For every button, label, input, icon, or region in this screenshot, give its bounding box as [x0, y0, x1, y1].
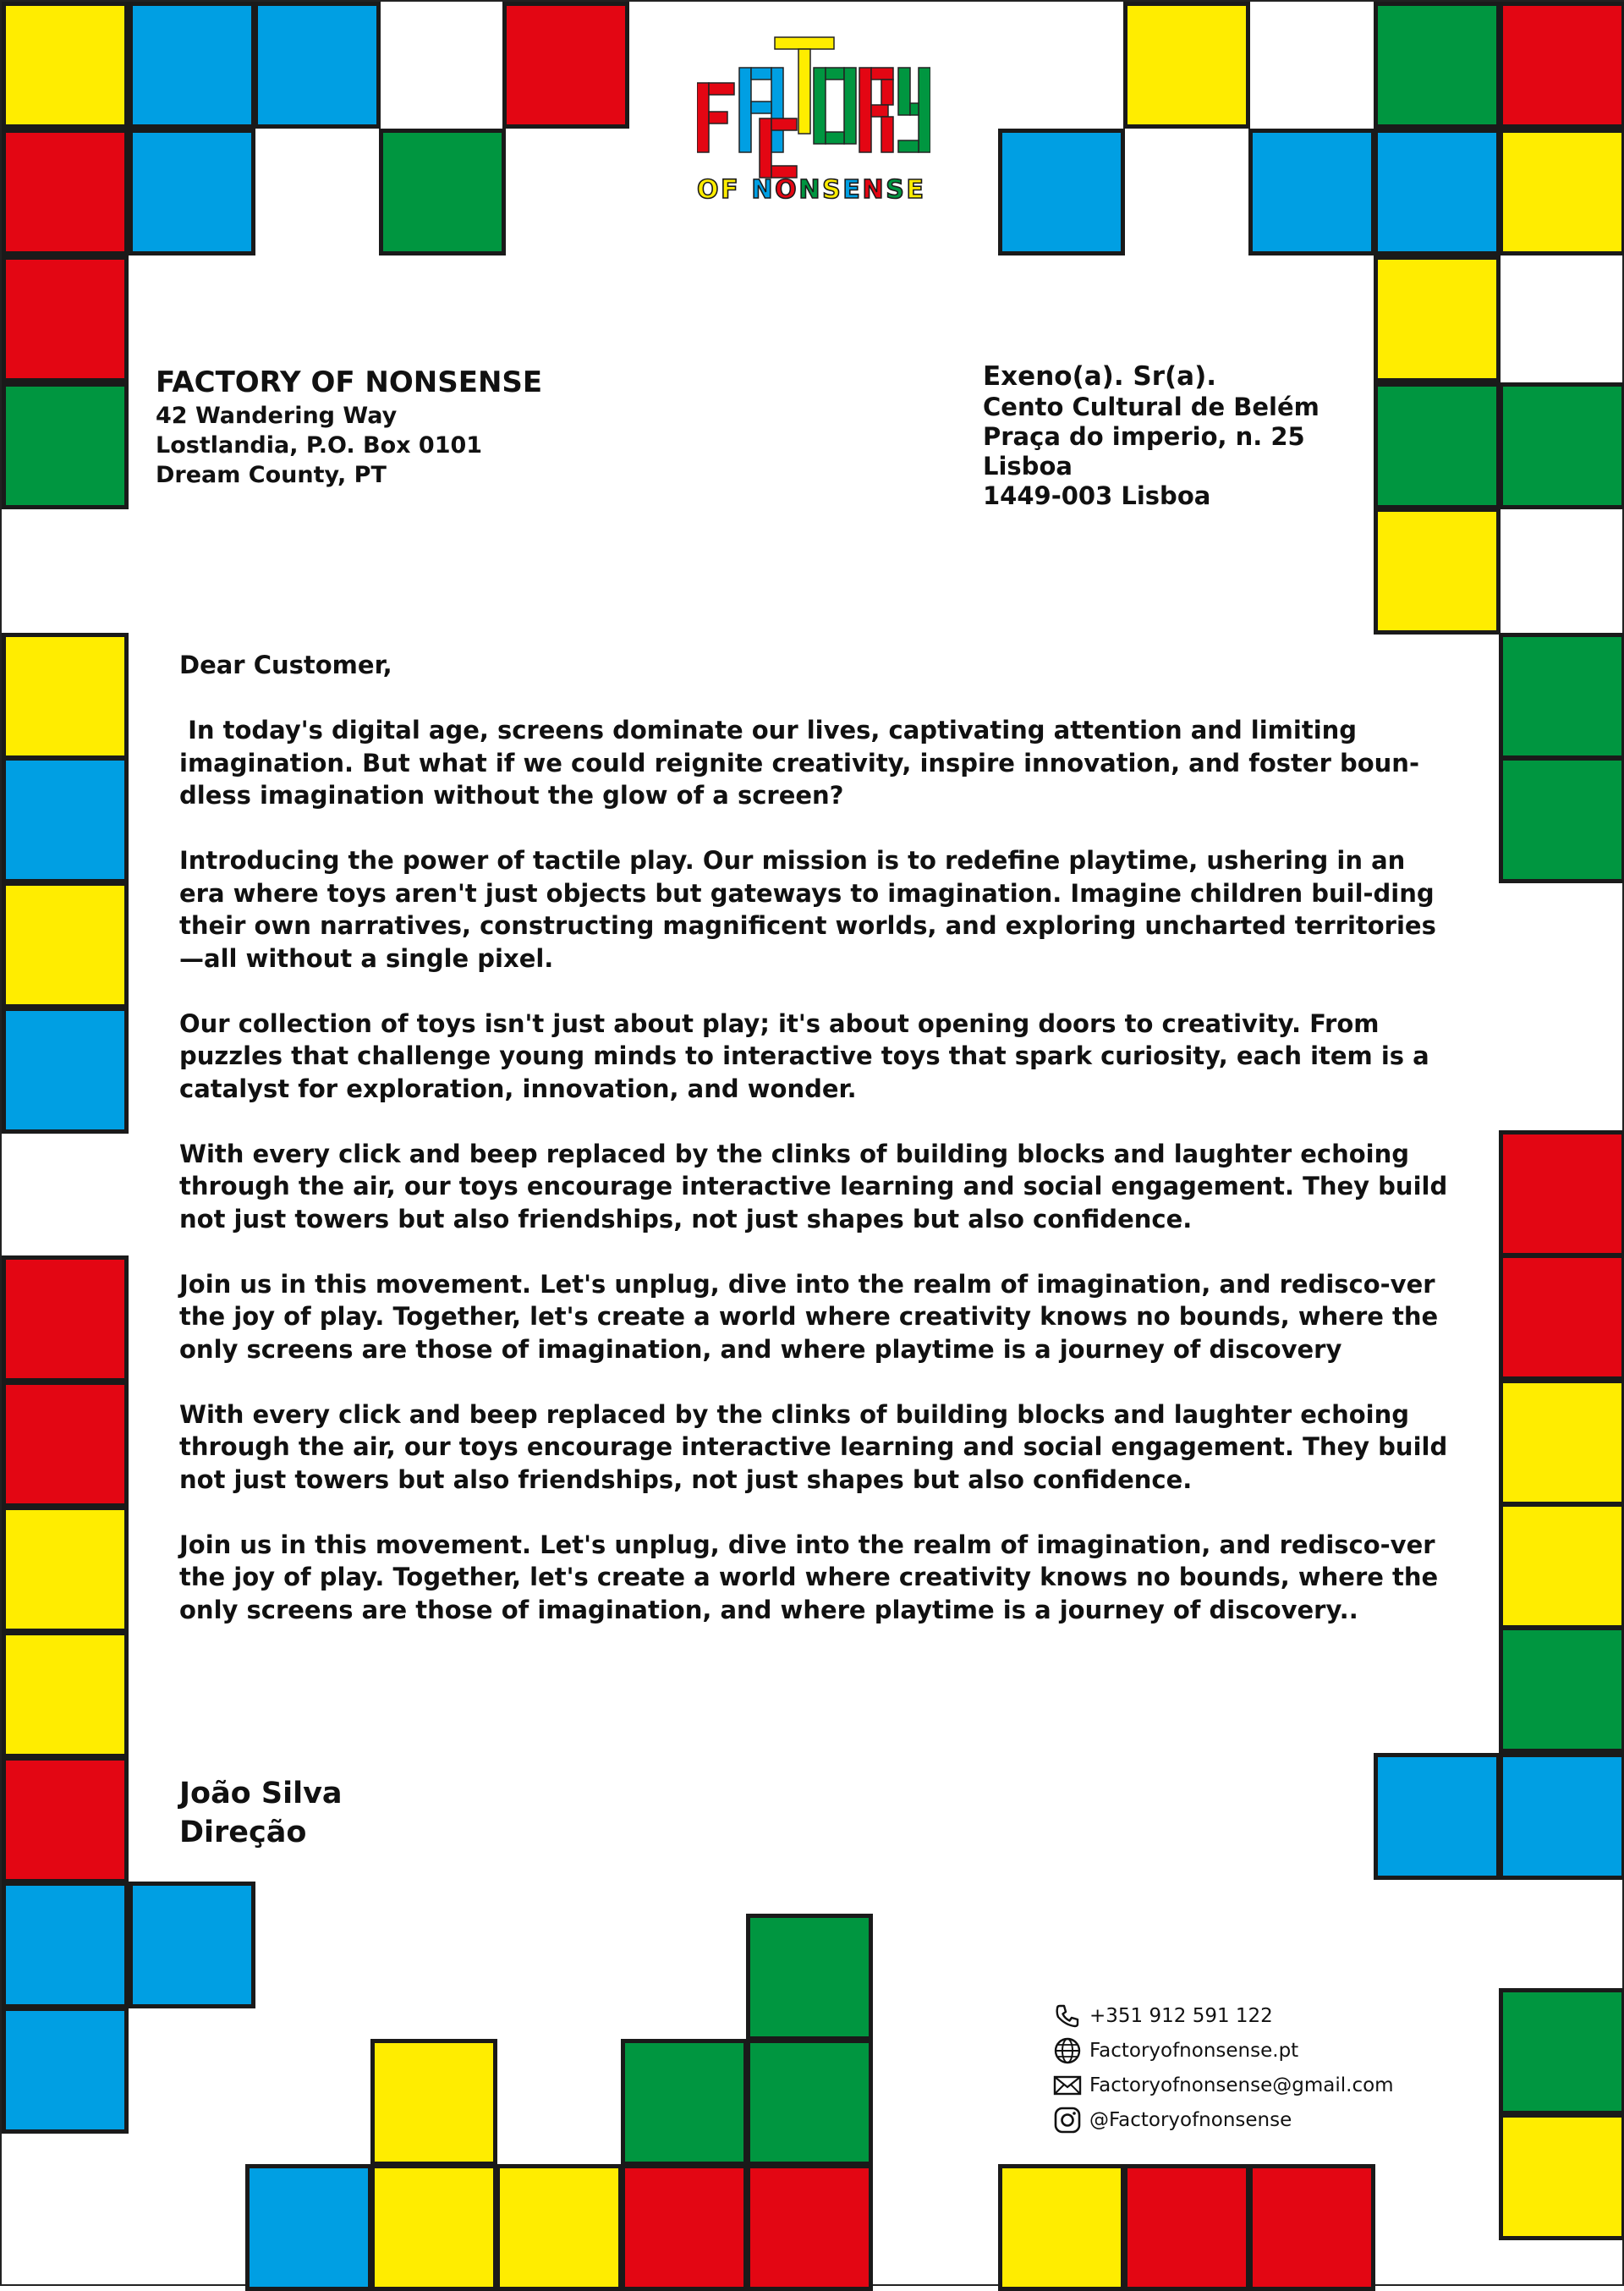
border-block — [1499, 1626, 1624, 1753]
border-block — [1499, 129, 1624, 255]
contact-instagram — [1052, 2102, 1394, 2137]
border-block — [129, 1882, 255, 2008]
border-block — [746, 2039, 873, 2166]
border-block — [1499, 1130, 1624, 1257]
sender-name: FACTORY OF NONSENSE — [156, 365, 543, 399]
mail-icon — [1052, 2070, 1083, 2101]
sender-county: Dream County, PT — [156, 462, 387, 488]
border-block — [1374, 255, 1501, 382]
border-block — [1248, 2164, 1375, 2291]
signature-role: Direção — [179, 1816, 307, 1849]
border-block — [1499, 1503, 1624, 1629]
contact-info — [1052, 1998, 1394, 2137]
border-block — [379, 129, 506, 255]
border-block — [129, 129, 255, 255]
border-block — [2, 1631, 129, 1758]
letter-paragraph: With every click and beep replaced by the clinks of building blocks and laughter echoing through the air, our toys encourage interactive learning and social engagement. They build not just towers but also friendships, not just shapes but also confidence. — [179, 1399, 1457, 1494]
letter-paragraph: Our collection of toys isn't just about play; it's about opening doors to creativity. From puzzles that challenge young minds to interactive toys that spark curiosity, each item is a catalyst for exploration, innovation, and wonder. — [179, 1008, 1438, 1103]
contact-email — [1052, 2068, 1394, 2102]
border-block — [2, 2, 129, 129]
border-block — [2, 1255, 129, 1382]
border-block — [2, 756, 129, 883]
border-block — [621, 2164, 748, 2291]
border-block — [621, 2039, 748, 2166]
letter-paragraph: Join us in this movement. Let's unplug, dive into the realm of imagination, and redisco-ver the joy of play. Together, let's create a world where creativity knows no bounds, where the only screens are those of imagination, and where playtime is a journey of discovery.. — [179, 1530, 1447, 1624]
email-link[interactable]: Factoryofnonsense@gmail.com — [1089, 2074, 1394, 2096]
letter-paragraph: In today's digital age, screens dominate our lives, captivating attention and limiting imagination. But what if we could reignite creativity, inspire innovation, and foster boun-dless imagination without the glow of a screen? — [179, 716, 1419, 810]
border-block — [370, 2039, 497, 2166]
website-link[interactable]: Factoryofnonsense.pt — [1089, 2039, 1299, 2062]
border-block — [2, 2007, 129, 2134]
globe-icon — [1052, 2036, 1083, 2066]
border-block — [254, 2, 381, 129]
recipient-organization: Cento Cultural de Belém — [983, 393, 1320, 421]
border-block — [245, 2164, 372, 2291]
border-block — [746, 2164, 873, 2291]
factory-of-nonsense-logo — [697, 34, 930, 203]
border-block — [1499, 756, 1624, 883]
letter-paragraph: Introducing the power of tactile play. Our mission is to redefine playtime, ushering in an era where toys aren't just objects but gateways to imagination. Imagine children buil-ding their own narratives, constructing magnificent worlds, and exploring uncharted territories—all without a single pixel. — [179, 846, 1443, 973]
recipient-address — [983, 360, 1320, 511]
recipient-street: Praça do imperio, n. 25 — [983, 422, 1305, 451]
border-block — [2, 129, 129, 255]
signature — [179, 1774, 343, 1852]
letter-paragraph: Join us in this movement. Let's unplug, dive into the realm of imagination, and redisco-ver the joy of play. Together, let's create a world where creativity knows no bounds, where the only screens are those of imagination, and where playtime is a journey of discovery — [179, 1269, 1447, 1364]
border-block — [1499, 1988, 1624, 2115]
sender-street: 42 Wandering Way — [156, 403, 398, 429]
border-block — [1499, 1254, 1624, 1381]
border-block — [1499, 1753, 1624, 1880]
recipient-salutation: Exeno(a). Sr(a). — [983, 361, 1217, 392]
border-block — [1123, 2164, 1250, 2291]
logo-tagline — [697, 175, 924, 203]
border-block — [2, 255, 129, 382]
border-block — [2, 1882, 129, 2008]
recipient-postal-code: 1449-003 Lisboa — [983, 481, 1211, 510]
border-block — [1499, 633, 1624, 760]
signature-name: João Silva — [179, 1777, 343, 1810]
logo-tagline-text: OF NONSENSE — [697, 175, 924, 203]
border-block — [1374, 129, 1501, 255]
border-block — [1499, 1379, 1624, 1506]
border-block — [129, 2, 255, 129]
border-block — [1499, 382, 1624, 509]
border-block — [2, 633, 129, 760]
border-block — [1499, 2, 1624, 129]
border-block — [1123, 2, 1250, 129]
border-block — [998, 129, 1125, 255]
letter-paragraph: With every click and beep replaced by the clinks of building blocks and laughter echoing through the air, our toys encourage interactive learning and social engagement. They build not just towers but also friendships, not just shapes but also confidence. — [179, 1139, 1457, 1233]
border-block — [2, 382, 129, 509]
border-block — [370, 2164, 497, 2291]
border-block — [2, 1381, 129, 1508]
border-block — [2, 882, 129, 1008]
sender-address — [156, 364, 542, 490]
border-block — [1499, 2113, 1624, 2240]
letter-body — [179, 649, 1457, 1659]
sender-city: Lostlandia, P.O. Box 0101 — [156, 432, 483, 459]
letter-greeting: Dear Customer, — [179, 651, 392, 679]
instagram-icon — [1052, 2105, 1083, 2135]
contact-phone — [1052, 1998, 1394, 2033]
contact-website — [1052, 2033, 1394, 2068]
border-block — [1374, 1753, 1501, 1880]
border-block — [1374, 2, 1501, 129]
instagram-handle[interactable]: @Factoryofnonsense — [1089, 2108, 1292, 2131]
border-block — [746, 1914, 873, 2041]
border-block — [1248, 129, 1375, 255]
border-block — [2, 1506, 129, 1633]
border-block — [502, 2, 629, 129]
border-block — [496, 2164, 623, 2291]
border-block — [1374, 382, 1501, 509]
phone-number[interactable]: +351 912 591 122 — [1089, 2004, 1273, 2027]
border-block — [1374, 508, 1501, 635]
logo-pixel-letters — [697, 37, 930, 178]
border-block — [2, 1007, 129, 1134]
phone-icon — [1052, 2001, 1083, 2031]
border-block — [2, 1756, 129, 1883]
recipient-city: Lisboa — [983, 452, 1073, 481]
border-block — [998, 2164, 1125, 2291]
